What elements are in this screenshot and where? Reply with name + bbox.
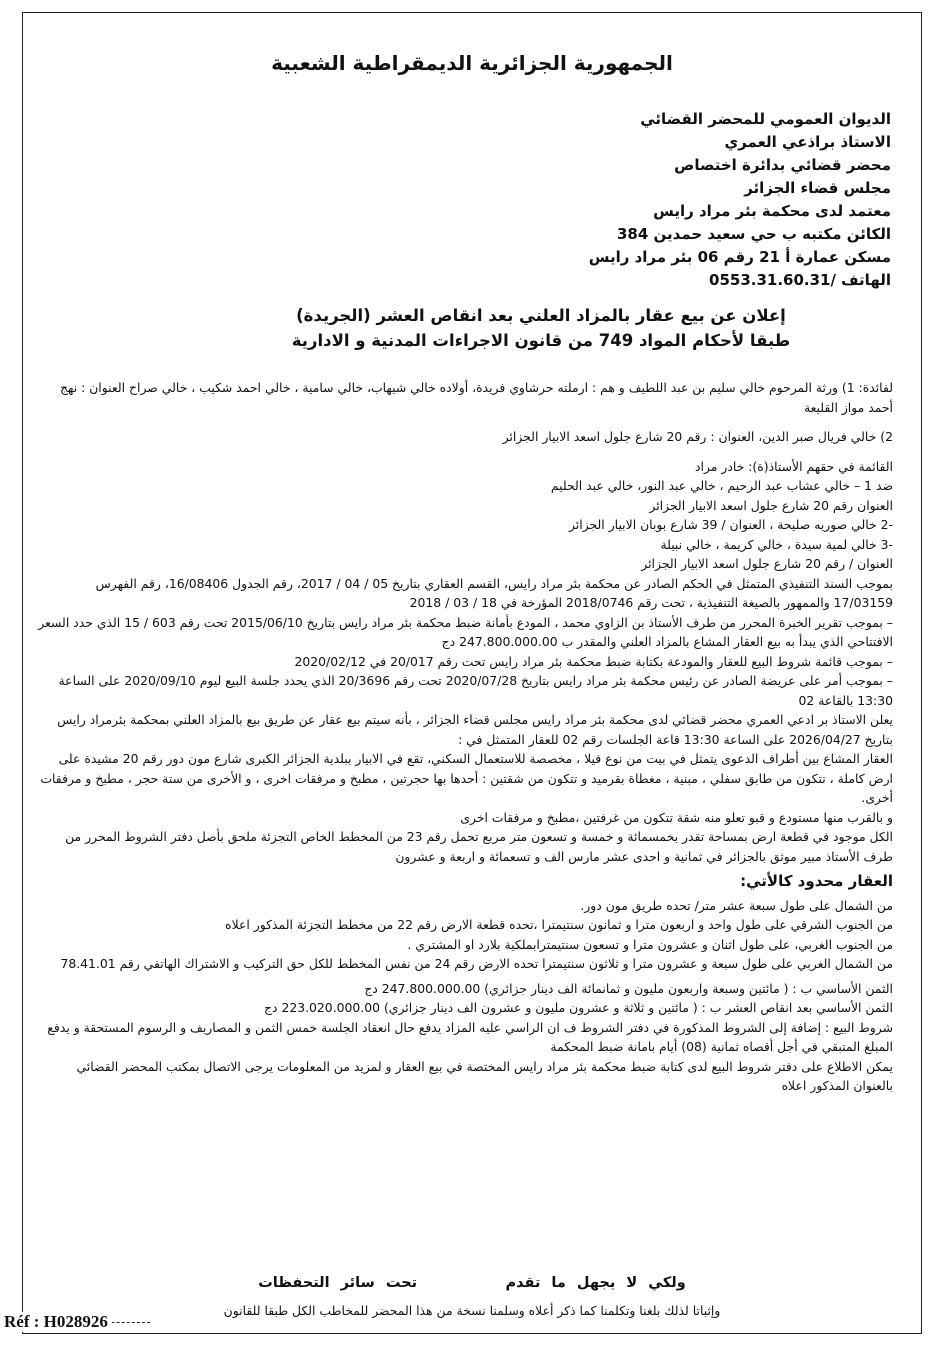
- document-page: [22, 12, 922, 1334]
- reduced-price: الثمن الأساسي بعد انقاص العشر ب : ( مائتين و ثلاثة و عشرون مليون و عشرون الف دينار جزائري) 223.020.000.00 دج: [263, 1000, 893, 1015]
- notice-title-line-1: إعلان عن بيع عقار بالمزاد العلني بعد انقاص العشر (الجريدة): [296, 306, 786, 325]
- notice-title-line-2: طبقا لأحكام المواد 749 من قانون الاجراءات المدنية و الادارية: [291, 331, 791, 350]
- closing-right: ولكي لا يجهل ما تقدم: [505, 1275, 686, 1291]
- header-line: مسكن عمارة أ 21 رقم 06 بئر مراد رايس: [588, 248, 891, 266]
- reference-number: Réf : H028926: [0, 1312, 112, 1332]
- document-body: [33, 378, 893, 1096]
- defendant-1-address: العنوان رقم 20 شارع جلول اسعد الابيار الجزائر: [649, 497, 893, 513]
- boundary-line: من الشمال على طول سبعة عشر متر/ تحده طريق مون دور.: [580, 897, 893, 913]
- property-land: الكل موجود في قطعة ارض بمساحة تقدر بخمسمائة و خمسة و تسعون متر مربع تحمل رقم 23 من المخطط الخاص التجزئة ملحق بأصل دفتر الشروط المحرر من طرف الأستاذ مبير موثق بالجزائر في ثمانية و احدى عشر مارس الف و تسعمائة و اربعة و عشرون: [65, 829, 893, 864]
- property-annex: و بالقرب منها مستودع و قبو تعلو منه شقة تتكون من غرفتين ،مطبخ و مرفقات اخرى: [460, 809, 893, 825]
- document-title: الجمهورية الجزائرية الديمقراطية الشعبية: [271, 51, 673, 75]
- defendant-3-address: العنوان / رقم 20 شارع جلول اسعد الابيار الجزائر: [641, 556, 893, 571]
- defendant-3: -3 خالي لمية سيدة ، خالي كريمة ، خالي نبيلة: [660, 536, 893, 552]
- header-line: مجلس قضاء الجزائر: [744, 179, 891, 197]
- beneficiary-1: لفائدة: 1) ورثة المرحوم خالي سليم بن عبد اللطيف و هم : ارملته حرشاوي فريدة، أولاده خالي شيهاب، خالي سامية ، خالي احمد شكيب ، خالي صراح العنوان : نهج أحمد مواز القليعة: [59, 380, 893, 415]
- notice-title: [221, 303, 861, 353]
- proceeding-item: – بموجب تقرير الخبرة المحرر من طرف الأستاذ بن الزاوي محمد ، المودع بأمانة ضبط محكمة بئر مراد رايس بتاريخ 2015/06/10 تحت رقم 603 / 15 الذي حدد السعر الافتتاحي الذي يبدأ به بيع العقار المشاع بالمزاد العلني والمقدر ب 247.800.000.00 دج: [38, 614, 893, 649]
- boundary-line: من الجنوب الشرقي على طول واحد و اربعون مترا و ثمانون سنتيمترا ،تحده قطعة الارض رقم 22 من مخطط التجزئة المذكور اعلاه: [225, 917, 893, 932]
- header-line: الاستاذ براذعي العمري: [724, 133, 891, 151]
- header-line: الكائن مكتبه ب حي سعيد حمدين 384: [617, 225, 891, 243]
- boundaries-title: العقار محدود كالأتي:: [740, 872, 893, 890]
- consultation-info: يمكن الاطلاع على دفتر شروط البيع لدى كتابة ضبط محكمة بئر مراد رايس المختصة في بيع العقار و لمزيد من المعلومات يرجى الاتصال بمكتب المحضر القضائي بالعنوان المذكور اعلاه: [76, 1058, 893, 1093]
- closing-line: [23, 1275, 921, 1291]
- announcement-paragraph: يعلن الاستاذ بر ادعي العمري محضر قضائي لدى محكمة بئر مراد رايس مجلس قضاء الجزائر ، بأنه سيتم بيع عقار عن طريق بيع بالمزاد العلني بمحكمة بئرمراد رايس بتاريخ 2026/04/27 على الساعة 13:30 قاعة الجلسات رقم 02 للعقار المتمثل في :: [57, 712, 893, 747]
- proceeding-item: بموجب السند التنفيذي المتمثل في الحكم الصادر عن محكمة بئر مراد رايس، القسم العقاري بتاريخ 05 / 04 / 2017، رقم الجدول 16/08406، رقم الفهرس 17/03159 والممهور بالصيغة التنفيذية ، تحت رقم 2018/0746 المؤرخة في 18 / 03 / 2018: [95, 575, 893, 610]
- base-price: الثمن الأساسي ب : ( مائتين وسبعة واربعون مليون و ثمانمائة الف دينار جزائري) 247.800.000.00 دج: [364, 980, 893, 996]
- header-line: محضر قضائي بدائرة اختصاص: [674, 156, 891, 174]
- bailiff-header: [531, 108, 891, 292]
- header-line: الهاتف /0553.31.60.31: [709, 271, 891, 289]
- header-line: الديوان العمومي للمحضر القضائي: [640, 110, 891, 128]
- sale-conditions: شروط البيع : إضافة إلى الشروط المذكورة في دفتر الشروط ف ان الراسي عليه المزاد يدفع حال انعقاد الجلسة خمس الثمن و المصاريف و الرسوم المستحقة و يدفع المبلغ المتبقي في أجل أقصاه ثمانية (08) أيام بامانة ضبط المحكمة: [47, 1019, 893, 1054]
- defendant-2: -2 خالي صوريه صليحة ، العنوان / 39 شارع بوبان الابيار الجزائر: [568, 517, 893, 532]
- header-line: معتمد لدى محكمة بئر مراد رايس: [653, 202, 891, 220]
- final-statement: وإثباتا لذلك بلغنا وتكلمنا كما ذكر أعلاه وسلمنا نسخة من هذا المحضر للمخاطب الكل طبقا للقانون: [223, 1303, 721, 1318]
- boundary-line: من الجنوب الغربي، على طول اثنان و عشرون مترا و تسعون سنتيمترابملكية بلارد او المشتري .: [407, 936, 893, 952]
- defendant-1: ضد 1 – خالي عشاب عبد الرحيم ، خالي عبد النور، خالي عبد الحليم: [550, 478, 893, 493]
- lawyer-line: القائمة في حقهم الأستاذ(ة): خادر مراد: [695, 458, 893, 474]
- property-description: العقار المشاع بين أطراف الدعوى يتمثل في بيت من نوع فيلا ، مخصصة للاستعمال السكني، تقع في الابيار ببلدية الجزائر الكبرى شارع مون دور رقم 20 مشيدة على ارض كاملة ، تتكون من طابق سفلي ، مبنية ، مغطاة بقرميد و تتكون من شقتين : أحدها بها حجرتين ، مطبخ و مرفقات اخرى ، و الأخرى من ستة حجر ، مطبخ و مرفقات أخرى.: [40, 751, 893, 805]
- proceeding-item: – بموجب أمر على عريضة الصادر عن رئيس محكمة بئر مراد رايس بتاريخ 2020/07/28 تحت رقم 20/3696 الذي يحدد جلسة البيع ليوم 2020/09/10 على الساعة 13:30 بالقاعة 02: [58, 673, 893, 708]
- closing-left: تحت سائر التحفظات: [258, 1275, 418, 1291]
- beneficiary-2: 2) خالي فريال صبر الدين، العنوان : رقم 20 شارع جلول اسعد الابيار الجزائر: [502, 429, 893, 444]
- proceeding-item: – بموجب قائمة شروط البيع للعقار والمودعة بكتابة ضبط محكمة بئر مراد رايس تحت رقم 20/017 في 2020/02/12: [294, 653, 893, 669]
- boundary-line: من الشمال الغربي على طول سبعة و عشرون مترا و ثلاثون سنتيمترا تحده الارض رقم 24 من نفس المخطط للكل حق التركيب و الاشتراك الهاتفي رقم 78.41.01: [60, 956, 893, 971]
